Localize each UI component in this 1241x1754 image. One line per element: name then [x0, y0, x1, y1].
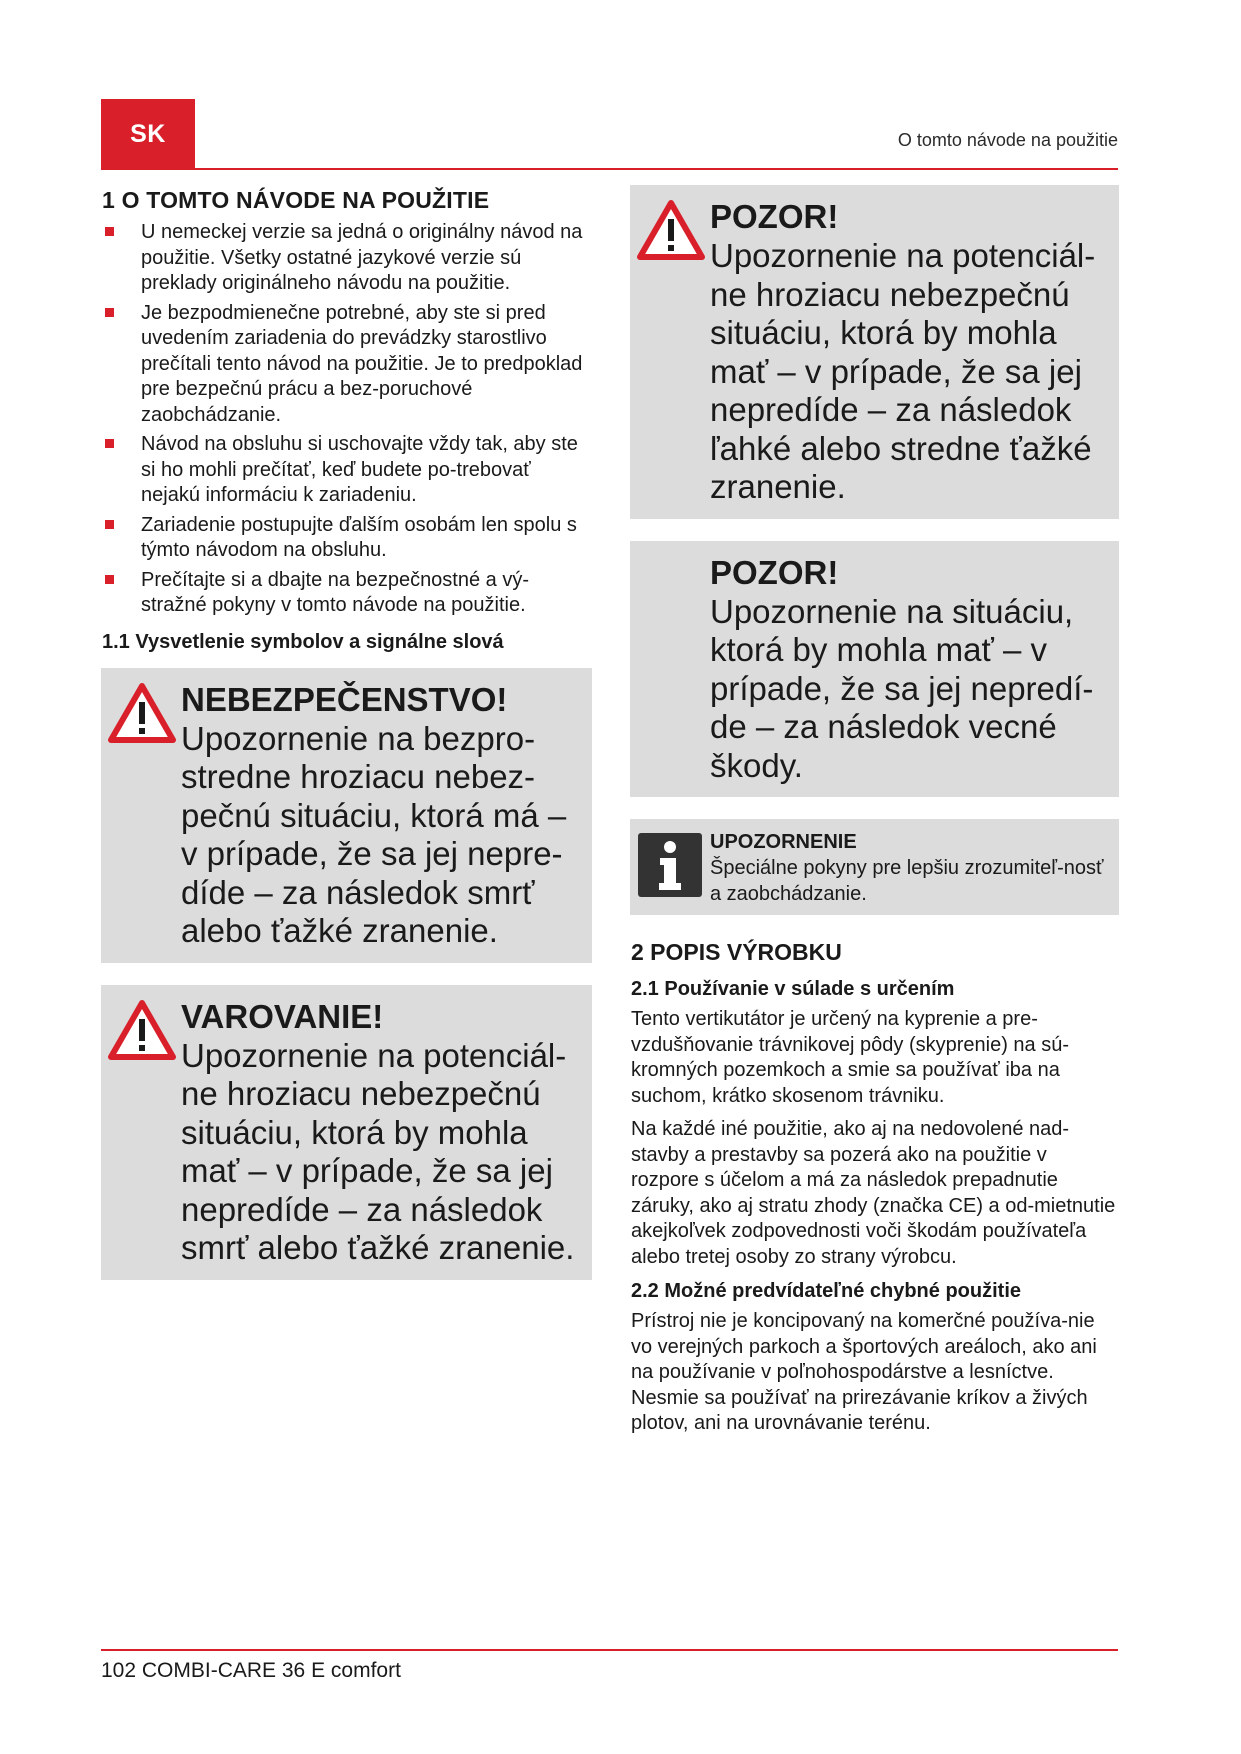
list-item-text: U nemeckej verzie sa jedná o originálny návod na použitie. Všetky ostatné jazykové verzie sú preklady originálneho návodu na použitie.	[141, 221, 583, 294]
caution-title: POZOR!	[710, 198, 839, 235]
list-item-text: Návod na obsluhu si uschovajte vždy tak, aby ste si ho mohli prečítať, keď budete po-trebovať nejakú informáciu k zariadeniu.	[141, 433, 578, 506]
list-item	[101, 220, 592, 297]
warning-body: Upozornenie na potenciál-ne hroziacu nebezpečnú situáciu, ktorá by mohla mať – v prípade, že sa jej nepredíde – za následok smrť alebo ťažké zranenie.	[181, 1036, 575, 1266]
bullet-square-icon	[105, 227, 114, 236]
paragraph: Tento vertikutátor je určený na kyprenie a pre-vzdušňovanie trávnikovej pôdy (skyprenie) na sú-kromných pozemkoch a smie sa používať iba na suchom, krátko skosenom trávniku.	[631, 1008, 1069, 1107]
info-icon	[638, 833, 702, 897]
warning-triangle-icon	[107, 999, 177, 1061]
left-column	[101, 187, 592, 1302]
bullet-list	[101, 220, 592, 619]
footer-page-label: 102 COMBI-CARE 36 E comfort	[101, 1659, 401, 1682]
caution-box	[630, 185, 1119, 519]
list-item	[101, 301, 592, 429]
language-tab: SK	[101, 99, 195, 169]
running-title: O tomto návode na použitie	[897, 130, 1118, 150]
paragraph: Na každé iné použitie, ako aj na nedovolené nad-stavby a prestavby sa pozerá ako na použitie v rozpore s účelom a má za následok prepadnutie záruky, ako aj stratu zhody (značka CE) a od-mietnutie akejkoľvek zodpovednosti voči škodám používateľa alebo tretej osoby zo strany výrobcu.	[631, 1118, 1116, 1268]
subsection-2-2-title: 2.2 Možné predvídateľné chybné použitie	[631, 1280, 1021, 1302]
footer-rule	[101, 1649, 1118, 1651]
paragraph: Prístroj nie je koncipovaný na komerčné používa-nie vo verejných parkoch a športových areáloch, ako ani na používanie v poľnohospodárstve a lesníctve. Nesmie sa používať na prirezávanie kríkov a živých plotov, ani na urovnávanie terénu.	[631, 1310, 1097, 1434]
list-item-text: Zariadenie postupujte ďalším osobám len spolu s týmto návodom na obsluhu.	[141, 513, 577, 561]
danger-box	[101, 668, 592, 963]
info-title: UPOZORNENIE	[710, 831, 857, 853]
notice-box	[630, 541, 1119, 798]
subsection-1-1-title: 1.1 Vysvetlenie symbolov a signálne slová	[102, 630, 504, 653]
list-item	[101, 568, 592, 619]
caution-body: Upozornenie na potenciál-ne hroziacu nebezpečnú situáciu, ktorá by mohla mať – v prípade, že sa jej nepredíde – za následok ľahké alebo stredne ťažké zranenie.	[710, 237, 1096, 505]
info-box	[630, 819, 1119, 915]
danger-title: NEBEZPEČENSTVO!	[181, 680, 508, 718]
section-2-title: 2 POPIS VÝROBKU	[631, 939, 842, 965]
warning-triangle-icon	[636, 199, 706, 261]
warning-box	[101, 985, 592, 1280]
notice-body: Upozornenie na situáciu, ktorá by mohla mať – v prípade, že sa jej nepredí-de – za následok vecné škody.	[710, 592, 1094, 784]
bullet-square-icon	[105, 575, 114, 584]
list-item	[101, 513, 592, 564]
bullet-square-icon	[105, 439, 114, 448]
bullet-square-icon	[105, 520, 114, 529]
list-item-text: Prečítajte si a dbajte na bezpečnostné a vý-stražné pokyny v tomto návode na použitie.	[141, 568, 530, 616]
header-rule	[101, 168, 1118, 170]
section-1-title: 1 O TOMTO NÁVODE NA POUŽITIE	[102, 187, 490, 213]
info-body: Špeciálne pokyny pre lepšiu zrozumiteľ-nosť a zaobchádzanie.	[710, 857, 1104, 905]
bullet-square-icon	[105, 308, 114, 317]
notice-title: POZOR!	[710, 553, 839, 591]
list-item-text: Je bezpodmienečne potrebné, aby ste si pred uvedením zariadenia do prevádzky starostlivo prečítali tento návod na použitie. Je to predpoklad pre bezpečnú prácu a bez-poruchové zaobchádzanie.	[141, 301, 583, 426]
subsection-2-1-title: 2.1 Používanie v súlade s určením	[631, 978, 955, 1000]
warning-title: VAROVANIE!	[181, 997, 384, 1035]
warning-triangle-icon	[107, 682, 177, 744]
danger-body: Upozornenie na bezpro-stredne hroziacu nebez-pečnú situáciu, ktorá má – v prípade, že sa jej nepre-díde – za následok smrť alebo ťažké zranenie.	[181, 719, 567, 949]
list-item	[101, 432, 592, 509]
right-column	[630, 185, 1119, 1445]
